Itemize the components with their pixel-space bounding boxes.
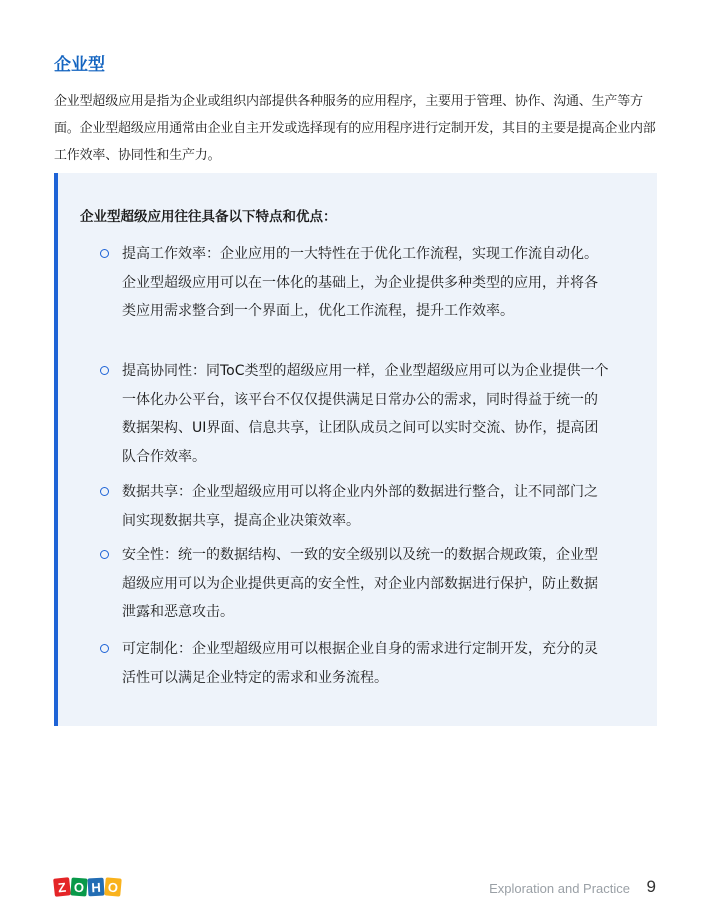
logo-letter: O xyxy=(70,877,87,896)
zoho-logo xyxy=(54,878,122,900)
feature-text: 数据共享：企业型超级应用可以将企业内外部的数据进行整合，让不同部门之间实现数据共享，提高企业决策效率。 xyxy=(122,484,598,529)
feature-item-data-sharing xyxy=(100,478,610,535)
section-title: 企业型 xyxy=(54,55,105,75)
section-intro: 企业型超级应用是指为企业或组织内部提供各种服务的应用程序，主要用于管理、协作、沟通、生产等方面。企业型超级应用通常由企业自主开发或选择现有的应用程序进行定制开发，其目的主要是提高企业内部工作效率、协同性和生产力。 xyxy=(54,94,656,163)
circle-bullet-icon xyxy=(100,366,109,375)
feature-item-security xyxy=(100,541,610,627)
feature-text: 安全性：统一的数据结构、一致的安全级别以及统一的数据合规政策，企业型超级应用可以为企业提供更高的安全性，对企业内部数据进行保护，防止数据泄露和恶意攻击。 xyxy=(122,547,598,620)
features-panel xyxy=(54,173,657,726)
logo-letter: Z xyxy=(53,877,71,897)
logo-letter: H xyxy=(88,878,105,897)
logo-letter: O xyxy=(104,877,122,896)
feature-item-collaboration xyxy=(100,357,610,471)
circle-bullet-icon xyxy=(100,550,109,559)
feature-text: 可定制化：企业型超级应用可以根据企业自身的需求进行定制开发，充分的灵活性可以满足企业特定的需求和业务流程。 xyxy=(122,641,598,686)
feature-text: 提高工作效率：企业应用的一大特性在于优化工作流程，实现工作流自动化。企业型超级应用可以在一体化的基础上，为企业提供多种类型的应用，并将各类应用需求整合到一个界面上，优化工作流程，提升工作效率。 xyxy=(122,246,598,319)
circle-bullet-icon xyxy=(100,487,109,496)
feature-text: 提高协同性：同ToC类型的超级应用一样，企业型超级应用可以为企业提供一个一体化办公平台，该平台不仅仅提供满足日常办公的需求，同时得益于统一的数据架构、UI界面、信息共享，让团队成员之间可以实时交流、协作，提高团队合作效率。 xyxy=(122,363,609,465)
page-number: 9 xyxy=(646,877,656,896)
feature-item-customization xyxy=(100,635,610,692)
panel-title: 企业型超级应用往往具备以下特点和优点： xyxy=(80,209,337,225)
circle-bullet-icon xyxy=(100,249,109,258)
circle-bullet-icon xyxy=(100,644,109,653)
feature-item-efficiency xyxy=(100,240,610,326)
footer-caption: Exploration and Practice xyxy=(489,881,630,896)
